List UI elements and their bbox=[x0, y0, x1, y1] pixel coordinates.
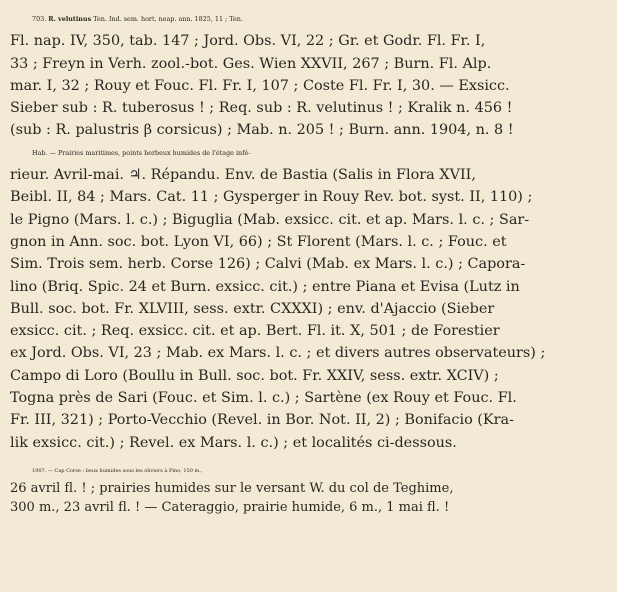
habitat-line: Sim. Trois sem. herb. Corse 126) ; Calvi (Mab. ex Mars. l. c.) ; Capora- bbox=[10, 256, 526, 273]
species-name: R. velutinus bbox=[48, 15, 92, 23]
habitat-line: Beibl. II, 84 ; Mars. Cat. 11 ; Gysperger in Rouy Rev. bot. syst. II, 110) ; bbox=[10, 189, 533, 206]
citation-line: Sieber sub : R. tuberosus ! ; Req. sub : R. velutinus ! ; Kralik n. 456 ! bbox=[10, 100, 513, 117]
habitat-line: Togna près de Sari (Fouc. et Sim. l. c.) ; Sartène (ex Rouy et Fouc. Fl. bbox=[10, 390, 517, 407]
habitat-line: ex Jord. Obs. VI, 23 ; Mab. ex Mars. l. c. ; et divers autres observateurs) ; bbox=[10, 345, 546, 362]
habitat-line: Hab. — Prairies maritimes, points herbeux humides de l'étage infé- bbox=[32, 148, 251, 157]
habitat-block bbox=[10, 142, 607, 454]
habitat-line: rieur. Avril-mai. ♃. Répandu. Env. de Bastia (Salis in Flora XVII, bbox=[10, 167, 476, 184]
citation-line: Ind. sem. hort. neap. ann. 1825, 11 ; Ten. bbox=[108, 15, 243, 23]
collection-note-block bbox=[10, 462, 607, 518]
citation-line: mar. I, 32 ; Rouy et Fouc. Fl. Fr. I, 107 ; Coste Fl. Fr. I, 30. — Exsicc. bbox=[10, 77, 510, 94]
citation-line: (sub : R. palustris β corsicus) ; Mab. n. 205 ! ; Burn. ann. 1904, n. 8 ! bbox=[10, 122, 514, 139]
habitat-line: lino (Briq. Spic. 24 et Burn. exsicc. cit.) ; entre Piana et Evisa (Lutz in bbox=[10, 278, 520, 295]
entry-number: 703. bbox=[32, 15, 47, 23]
habitat-line: exsicc. cit. ; Req. exsicc. cit. et ap. Bert. Fl. it. X, 501 ; de Forestier bbox=[10, 323, 500, 340]
species-author: Ten. bbox=[93, 15, 107, 23]
citation-line: Fl. nap. IV, 350, tab. 147 ; Jord. Obs. VI, 22 ; Gr. et Godr. Fl. Fr. I, bbox=[10, 33, 486, 50]
habitat-line: gnon in Ann. soc. bot. Lyon VI, 66) ; St Florent (Mars. l. c. ; Fouc. et bbox=[10, 233, 507, 250]
habitat-line: lik exsicc. cit.) ; Revel. ex Mars. l. c.) ; et localités ci-dessous. bbox=[10, 434, 457, 451]
habitat-line: Fr. III, 321) ; Porto-Vecchio (Revel. in Bor. Not. II, 2) ; Bonifacio (Kra- bbox=[10, 412, 514, 429]
note-line: 300 m., 23 avril fl. ! — Cateraggio, prairie humide, 6 m., 1 mai fl. ! bbox=[10, 499, 450, 515]
entry-block bbox=[10, 8, 607, 142]
habitat-line: Campo di Loro (Boullu in Bull. soc. bot. Fr. XXIV, sess. extr. XCIV) ; bbox=[10, 367, 499, 384]
entry-heading-line bbox=[10, 8, 607, 30]
habitat-line: Bull. soc. bot. Fr. XLVIII, sess. extr. CXXXI) ; env. d'Ajaccio (Sieber bbox=[10, 300, 495, 317]
note-line: 26 avril fl. ! ; prairies humides sur le versant W. du col de Teghime, bbox=[10, 481, 454, 497]
habitat-line: le Pigno (Mars. l. c.) ; Biguglia (Mab. exsicc. cit. et ap. Mars. l. c. ; Sar- bbox=[10, 211, 530, 228]
note-line: 1907. — Cap Corse : lieux humides sous les oliviers à Pino, 150 m., bbox=[32, 467, 203, 474]
citation-line: 33 ; Freyn in Verh. zool.-bot. Ges. Wien XXVII, 267 ; Burn. Fl. Alp. bbox=[10, 55, 492, 72]
